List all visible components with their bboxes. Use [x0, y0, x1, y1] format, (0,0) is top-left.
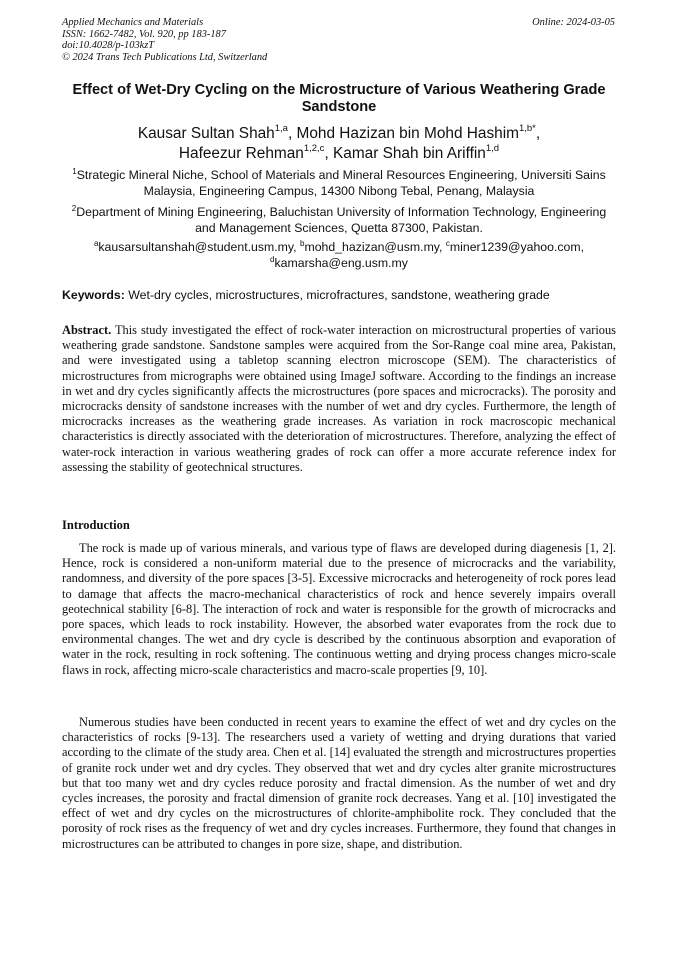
author-name: Hafeezur Rehman — [178, 145, 304, 162]
keywords-label: Keywords: — [62, 288, 125, 302]
email-marker: a — [93, 238, 99, 248]
author-separator: , — [535, 125, 541, 142]
abstract — [62, 323, 616, 475]
author-affiliation-marker: 1,2,c — [303, 142, 325, 154]
affiliation-text: Department of Mining Engineering, Baluchistan University of Information Technology, Engineering and Management Sciences, Quetta 87300, Pakistan. — [76, 205, 607, 235]
affiliation-1 — [62, 168, 616, 199]
email-address[interactable]: miner1239@yahoo.com, — [449, 240, 585, 254]
introduction-paragraph: The rock is made up of various minerals, and various type of flaws are developed during diagenesis [1, 2]. Hence, rock is considered a non-uniform material due to the presence of microcracks and the variability, randomness, and diversity of the pore spaces [3-5]. Excessive microcracks and heterogeneity of rock pores lead to damage that affects the macro-mechanical characteristics of rock and hence severely impairs overall geotechnical stability [6-8]. The interaction of rock and water is responsible for the growth of microcracks and pore spaces, which leads to rock instability. However, the absorbed water evaporates from the rock due to environmental changes. The wet and dry cycle is described by the continuous absorption and evaporation of water in the rock, resulting in rock softening. The continuous wetting and drying process changes micro-scale flaws in rock, affecting micro-scale characteristics and macro-scale properties [9, 10]. — [62, 541, 616, 677]
author-separator: , — [324, 145, 333, 162]
section-heading-introduction: Introduction — [62, 518, 130, 532]
email-address[interactable]: kausarsultanshah@student.usm.my, — [98, 240, 300, 254]
email-marker: c — [445, 238, 450, 248]
author-affiliation-marker: 1,d — [485, 142, 500, 154]
email-marker: b — [300, 238, 305, 248]
author-emails — [62, 240, 616, 271]
email-address[interactable]: mohd_hazizan@usm.my, — [304, 240, 446, 254]
email-address[interactable]: kamarsha@eng.usm.my — [274, 255, 408, 270]
paper-title: Effect of Wet-Dry Cycling on the Microstructure of Various Weathering Grade Sandstone — [72, 82, 606, 115]
affiliation-text: Strategic Mineral Niche, School of Materials and Mineral Resources Engineering, Universiti Sains Malaysia, Engineering Campus, 14300 Nibong Tebal, Penang, Malaysia — [76, 168, 606, 198]
introduction-paragraph: Numerous studies have been conducted in recent years to examine the effect of wet and dry cycles on the characteristics of rocks [9-13]. The researchers used a variety of wetting and drying durations that varied according to the climate of the study area. Chen et al. [14] evaluated the strength and microstructures properties of granite rock under wet and dry cycles. They observed that wet and dry cycles alter granite microstructures but that too many wet and dry cycles reduce porosity and fractal dimension. As the number of wet and dry cycles increases, the porosity and fractal dimension of granite rock decreases. Yang et al. [10] investigated the effect of wet and dry cycles on the microstructures of chlorite-amphibolite rock. They concluded that the porosity of rock rises as the frequency of wet and dry cycles increases. Furthermore, they found that changes in microstructures can be attributed to changes in pore size, shape, and distribution. — [62, 715, 616, 851]
affiliation-marker: 2 — [71, 203, 77, 213]
journal-issn: ISSN: 1662-7482, Vol. 920, pp 183-187 — [62, 28, 226, 40]
online-date: Online: 2024-03-05 — [532, 17, 615, 28]
author-separator: , — [287, 125, 297, 142]
journal-header — [62, 17, 267, 63]
abstract-text: This study investigated the effect of rock-water interaction on microstructural properties of various weathering grade sandstone. Sandstone samples were acquired from the Sor-Range coal mine area, Pakistan, and were investigated using a tabletop scanning electron microscope (SEM). The characteristics of microstructures from micrographs were obtained using ImageJ software. According to the findings an increase in wet and dry cycles significantly affects the microstructures (pore spaces and microcracks). The porosity and microcracks density of sandstone increases with the number of wet and dry cycles. Furthermore, the length of microcracks increases as the weathering grade increases. As variation in rock macroscopic mechanical characteristics is directly associated with the deterioration of microstructures. Therefore, analyzing the effect of water-rock interaction in various weathering grades of rock can offer a more accurate reference index for assessing the stability of geotechnical structures. — [62, 323, 616, 474]
journal-doi: doi:10.4028/p-103kzT — [62, 40, 155, 52]
keywords — [62, 288, 616, 303]
journal-copyright: © 2024 Trans Tech Publications Ltd, Switzerland — [62, 51, 268, 63]
affiliation-2 — [62, 205, 616, 236]
abstract-label: Abstract. — [62, 323, 112, 337]
author-name: Kausar Sultan Shah — [137, 125, 275, 142]
author-name: Mohd Hazizan bin Mohd Hashim — [296, 125, 519, 142]
author-affiliation-marker: 1,b* — [518, 122, 536, 134]
journal-name: Applied Mechanics and Materials — [62, 17, 204, 28]
author-affiliation-marker: 1,a — [274, 122, 288, 134]
affiliation-marker: 1 — [72, 166, 77, 176]
author-name: Kamar Shah bin Ariffin — [333, 145, 486, 162]
author-list — [62, 124, 616, 164]
email-marker: d — [270, 254, 275, 264]
keywords-text: Wet-dry cycles, microstructures, microfractures, sandstone, weathering grade — [124, 288, 550, 302]
